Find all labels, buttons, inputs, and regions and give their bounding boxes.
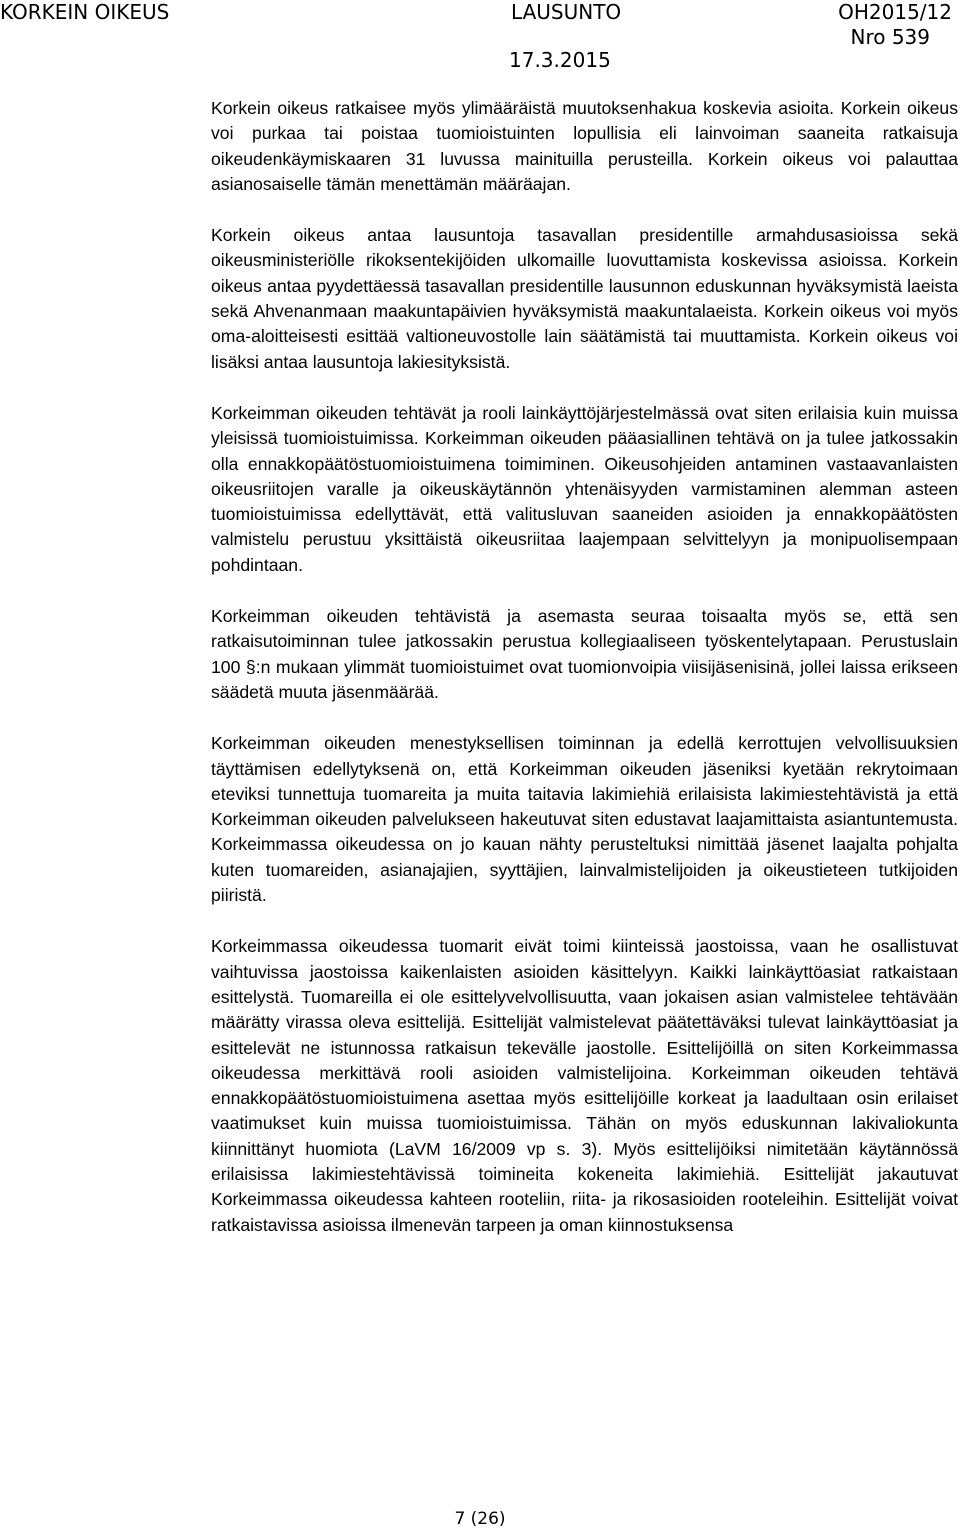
header-organization: KORKEIN OIKEUS <box>0 0 170 24</box>
header-date: 17.3.2015 <box>509 48 611 72</box>
page-number: 7 (26) <box>454 1509 506 1529</box>
document-body <box>211 96 958 1238</box>
page-header <box>0 0 960 72</box>
paragraph-statements: Korkein oikeus antaa lausuntoja tasavallan presidentille armahdusasioissa sekä oikeusministeriölle rikoksentekijöiden ulkomaille luovuttamista koskevissa asioissa. Korkein oikeus antaa pyydettäessä tasavallan presidentille lausunnon eduskunnan hyväksymistä laeista sekä Ahvenanmaan maakuntapäivien hyväksymistä maakuntalaeista. Korkein oikeus voi myös oma-aloitteisesti esittää valtioneuvostolle lain säätämistä tai muuttamista. Korkein oikeus voi lisäksi antaa lausuntoja lakiesityksistä. <box>211 225 958 372</box>
page-footer <box>0 1508 960 1530</box>
paragraph-recruitment: Korkeimman oikeuden menestyksellisen toiminnan ja edellä kerrottujen velvollisuuksien täyttämisen edellytyksenä on, että Korkeimman oikeuden jäseniksi kyetään rekrytoimaan eteviksi tunnettuja tuomareita ja muita taitavia lakimiehiä erilaisista lakimiestehtävistä ja että Korkeimman oikeuden palvelukseen hakeutuvat siten edustavat laajamittaista asiantuntemusta. Korkeimmassa oikeudessa on jo kauan nähty perusteltuksi nimittää jäsenet laajalta pohjalta kuten tuomareiden, asianajajien, syyttäjien, lainvalmistelijoiden ja oikeustieteen tutkijoiden piiristä. <box>211 733 958 906</box>
header-number: Nro 539 <box>850 25 930 49</box>
paragraph-referendaries: Korkeimmassa oikeudessa tuomarit eivät toimi kiinteissä jaostoissa, vaan he osallistuvat vaihtuvissa jaostoissa kaikenlaisten asioiden käsittelyyn. Kaikki lainkäyttöasiat ratkaistaan esittelystä. Tuomareilla ei ole esittelyvelvollisuutta, vaan jokaisen asian valmistelee tehtävään määrätty virassa oleva esittelijä. Esittelijät valmistelevat päätettäväksi tulevat lainkäyttöasiat ja esittelevät ne istunnossa ratkaisun tekevälle jaostolle. Esittelijöillä on siten Korkeimmassa oikeudessa merkittävä rooli asioiden valmistelijoina. Korkeimman oikeuden tehtävä ennakkopäätöstuomioistuimena asettaa myös esittelijöille korkeat ja laadultaan osin erilaiset vaatimukset kuin muissa tuomioistuimissa. Tähän on myös eduskunnan lakivaliokunta kiinnittänyt huomiota (LaVM 16/2009 vp s. 3). Myös esittelijöiksi nimitetään käytännössä erilaisissa lakimiestehtävissä toimineita kokeneita lakimiehiä. Esittelijät jakautuvat Korkeimmassa oikeudessa kahteen rooteliin, riita- ja rikosasioiden rooteleihin. Esittelijät voivat ratkaistavissa asioissa ilmenevän tarpeen ja oman kiinnostuksensa <box>211 936 958 1235</box>
header-document-type: LAUSUNTO <box>511 0 622 24</box>
paragraph-collegial-work: Korkeimman oikeuden tehtävistä ja asemasta seuraa toisaalta myös se, että sen ratkaisutoiminnan tulee jatkossakin perustua kollegiaaliseen työskentelytapaan. Perustuslain 100 §:n mukaan ylimmät tuomioistuimet ovat tuomionvoipia viisijäsenisinä, jollei laissa erikseen säädetä muuta jäsenmäärää. <box>211 606 958 702</box>
header-reference: OH2015/12 <box>838 0 952 24</box>
paragraph-extraordinary-appeal: Korkein oikeus ratkaisee myös ylimääräistä muutoksenhakua koskevia asioita. Korkein oikeus voi purkaa tai poistaa tuomioistuinten lopullisia eli lainvoiman saaneita ratkaisuja oikeudenkäymiskaaren 31 luvussa mainituilla perusteilla. Korkein oikeus voi palauttaa asianosaiselle tämän menettämän määräajan. <box>211 98 958 194</box>
paragraph-role: Korkeimman oikeuden tehtävät ja rooli lainkäyttöjärjestelmässä ovat siten erilaisia kuin muissa yleisissä tuomioistuimissa. Korkeimman oikeuden pääasiallinen tehtävä on ja tulee jatkossakin olla ennakkopäätöstuomioistuimena toimiminen. Oikeusohjeiden antaminen vastaavanlaisten oikeusriitojen varalle ja oikeuskäytännön yhtenäisyyden varmistaminen alemman asteen tuomioistuimissa edellyttävät, että valitusluvan saaneiden asioiden ja ennakkopäätösten valmistelu perustuu yksittäistä oikeusriitaa laajempaan selvittelyyn ja monipuolisempaan pohdintaan. <box>211 402 958 575</box>
